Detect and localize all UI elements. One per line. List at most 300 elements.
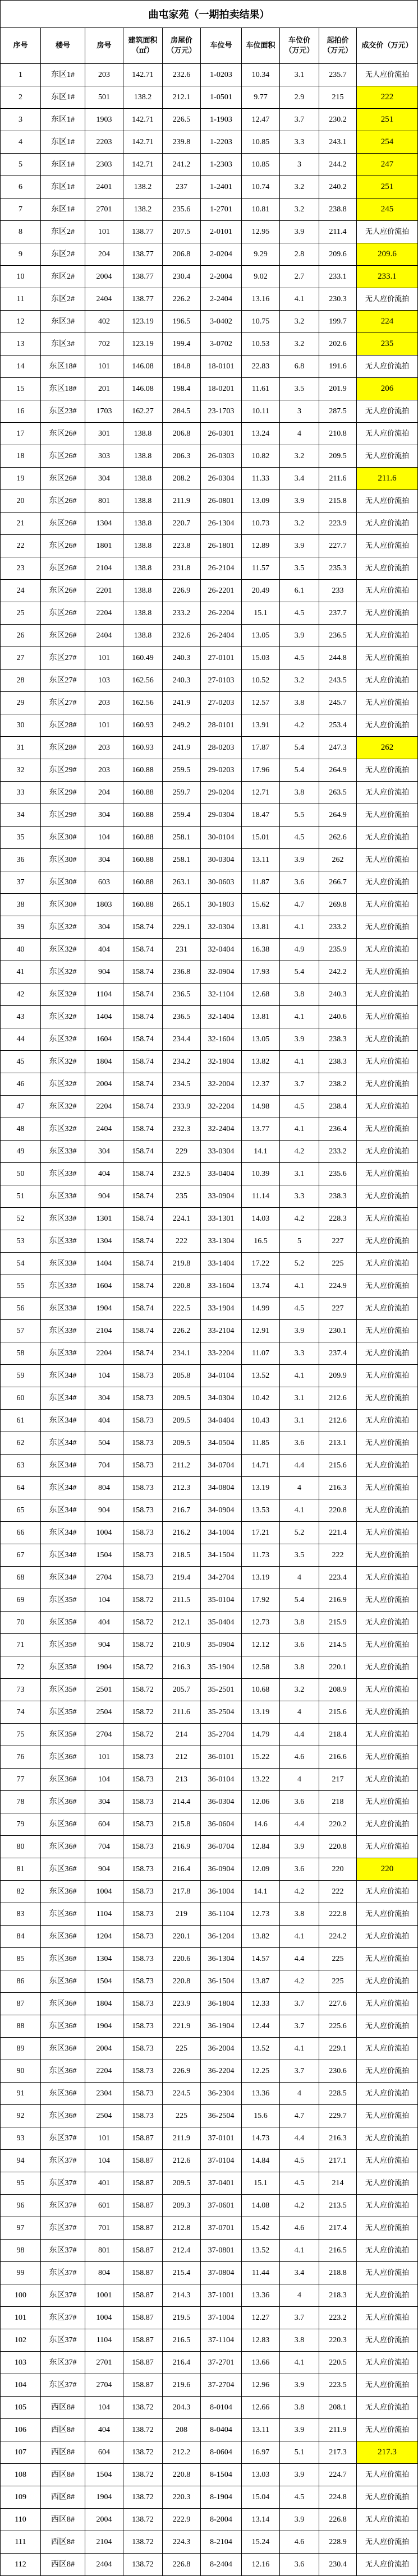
room-cell: 904 (85, 1858, 123, 1881)
house-price-cell: 219.4 (163, 1567, 201, 1589)
parking-price-cell: 4.2 (280, 714, 319, 737)
seq-cell: 51 (0, 1185, 41, 1208)
house-price-cell: 214.3 (163, 2284, 201, 2307)
house-price-cell: 235.6 (163, 198, 201, 221)
table-row (0, 2015, 418, 2038)
parking-no-cell: 28-0203 (201, 737, 242, 759)
room-cell: 104 (85, 1769, 123, 1791)
parking-no-cell: 28-0101 (201, 714, 242, 737)
seq-cell: 108 (0, 2464, 41, 2486)
final-price-cell: 无人应价流拍 (357, 871, 418, 894)
seq-cell: 112 (0, 2554, 41, 2576)
table-row (0, 670, 418, 692)
final-price-cell: 206 (357, 378, 418, 400)
building-cell: 东区36# (41, 2015, 85, 2038)
parking-price-cell: 4 (280, 423, 319, 445)
final-price-cell: 无人应价流拍 (357, 1163, 418, 1185)
house-price-cell: 240.3 (163, 670, 201, 692)
parking-no-cell: 2-2404 (201, 288, 242, 311)
building-cell: 东区18# (41, 356, 85, 378)
final-price-cell: 无人应价流拍 (357, 1656, 418, 1679)
room-cell: 904 (85, 1634, 123, 1656)
floor-area-cell: 138.77 (123, 243, 163, 266)
parking-area-cell: 16.97 (242, 2441, 280, 2464)
parking-price-cell: 3.8 (280, 1656, 319, 1679)
parking-no-cell: 29-0204 (201, 782, 242, 804)
parking-no-cell: 33-0304 (201, 1141, 242, 1163)
table-row (0, 871, 418, 894)
seq-cell: 36 (0, 849, 41, 871)
table-row (0, 2531, 418, 2554)
start-price-cell: 238.4 (319, 1096, 357, 1118)
house-price-cell: 226.9 (163, 2060, 201, 2083)
parking-price-cell: 4.1 (280, 1926, 319, 1948)
house-price-cell: 225 (163, 2105, 201, 2127)
parking-no-cell: 3-0402 (201, 311, 242, 333)
parking-area-cell: 22.83 (242, 356, 280, 378)
parking-no-cell: 33-1404 (201, 1253, 242, 1275)
final-price-cell: 无人应价流拍 (357, 2329, 418, 2352)
final-price-cell: 无人应价流拍 (357, 1970, 418, 1993)
table-row (0, 1881, 418, 1903)
start-price-cell: 287.5 (319, 400, 357, 423)
parking-no-cell: 8-1904 (201, 2486, 242, 2509)
start-price-cell: 223.2 (319, 2307, 357, 2329)
parking-no-cell: 26-0303 (201, 445, 242, 468)
house-price-cell: 212 (163, 1746, 201, 1769)
start-price-cell: 227.6 (319, 1993, 357, 2015)
seq-cell: 49 (0, 1141, 41, 1163)
seq-cell: 72 (0, 1656, 41, 1679)
building-cell: 东区3# (41, 333, 85, 356)
parking-area-cell: 17.92 (242, 1589, 280, 1612)
room-cell: 2304 (85, 2083, 123, 2105)
parking-no-cell: 1-2401 (201, 176, 242, 198)
table-row (0, 1634, 418, 1656)
seq-cell: 25 (0, 602, 41, 625)
seq-cell: 89 (0, 2038, 41, 2060)
table-row (0, 1836, 418, 1858)
parking-area-cell: 10.85 (242, 131, 280, 154)
parking-area-cell: 12.68 (242, 984, 280, 1006)
final-price-cell: 无人应价流拍 (357, 2397, 418, 2419)
building-cell: 东区33# (41, 1275, 85, 1298)
building-cell: 西区8# (41, 2397, 85, 2419)
floor-area-cell: 158.72 (123, 1724, 163, 1746)
house-price-cell: 219.6 (163, 2374, 201, 2397)
house-price-cell: 208 (163, 2419, 201, 2441)
parking-area-cell: 14.71 (242, 1455, 280, 1477)
table-row (0, 1858, 418, 1881)
building-cell: 东区36# (41, 1858, 85, 1881)
floor-area-cell: 158.73 (123, 2083, 163, 2105)
final-price-cell: 无人应价流拍 (357, 939, 418, 961)
parking-price-cell: 6.1 (280, 580, 319, 602)
floor-area-cell: 138.8 (123, 445, 163, 468)
seq-cell: 102 (0, 2329, 41, 2352)
room-cell: 304 (85, 804, 123, 827)
room-cell: 501 (85, 86, 123, 109)
final-price-cell: 无人应价流拍 (357, 1028, 418, 1051)
seq-cell: 24 (0, 580, 41, 602)
house-price-cell: 263.1 (163, 871, 201, 894)
floor-area-cell: 158.74 (123, 1208, 163, 1230)
table-row (0, 2441, 418, 2464)
start-price-cell: 216.5 (319, 2240, 357, 2262)
parking-area-cell: 12.71 (242, 782, 280, 804)
parking-no-cell: 37-2701 (201, 2352, 242, 2374)
building-cell: 东区26# (41, 535, 85, 557)
seq-cell: 56 (0, 1298, 41, 1320)
header-start-price: 起拍价（万元） (319, 28, 357, 64)
room-cell: 104 (85, 827, 123, 849)
start-price-cell: 230.1 (319, 1320, 357, 1342)
room-cell: 104 (85, 2397, 123, 2419)
parking-no-cell: 32-1404 (201, 1006, 242, 1028)
parking-no-cell: 36-0101 (201, 1746, 242, 1769)
floor-area-cell: 158.87 (123, 2172, 163, 2195)
room-cell: 2204 (85, 602, 123, 625)
table-row (0, 1141, 418, 1163)
house-price-cell: 220.8 (163, 1970, 201, 1993)
building-cell: 东区26# (41, 580, 85, 602)
parking-area-cell: 12.09 (242, 1858, 280, 1881)
parking-no-cell: 1-2303 (201, 154, 242, 176)
floor-area-cell: 158.73 (123, 1813, 163, 1836)
house-price-cell: 222.9 (163, 2509, 201, 2531)
floor-area-cell: 158.73 (123, 1410, 163, 1432)
final-price-cell: 无人应价流拍 (357, 1073, 418, 1096)
parking-no-cell: 34-0704 (201, 1455, 242, 1477)
parking-area-cell: 11.61 (242, 378, 280, 400)
seq-cell: 84 (0, 1926, 41, 1948)
room-cell: 2404 (85, 288, 123, 311)
parking-no-cell: 35-1904 (201, 1656, 242, 1679)
parking-area-cell: 12.27 (242, 2307, 280, 2329)
room-cell: 1801 (85, 535, 123, 557)
building-cell: 东区34# (41, 1365, 85, 1387)
seq-cell: 57 (0, 1320, 41, 1342)
room-cell: 203 (85, 64, 123, 86)
building-cell: 东区36# (41, 2060, 85, 2083)
final-price-cell: 无人应价流拍 (357, 1612, 418, 1634)
parking-price-cell: 4.1 (280, 1006, 319, 1028)
building-cell: 东区34# (41, 1567, 85, 1589)
parking-price-cell: 3.2 (280, 176, 319, 198)
parking-price-cell: 5.4 (280, 759, 319, 782)
building-cell: 西区8# (41, 2509, 85, 2531)
parking-area-cell: 11.57 (242, 557, 280, 580)
parking-area-cell: 12.57 (242, 692, 280, 714)
house-price-cell: 230.4 (163, 266, 201, 288)
building-cell: 东区26# (41, 557, 85, 580)
parking-price-cell: 4.2 (280, 2195, 319, 2217)
start-price-cell: 215.6 (319, 1701, 357, 1724)
house-price-cell: 220.7 (163, 513, 201, 535)
parking-price-cell: 3.1 (280, 64, 319, 86)
seq-cell: 95 (0, 2172, 41, 2195)
parking-area-cell: 13.24 (242, 423, 280, 445)
table-body (0, 64, 418, 2576)
room-cell: 1404 (85, 1253, 123, 1275)
table-row (0, 2284, 418, 2307)
parking-price-cell: 4.1 (280, 1499, 319, 1522)
building-cell: 东区37# (41, 2195, 85, 2217)
table-row (0, 2195, 418, 2217)
table-row (0, 2464, 418, 2486)
parking-price-cell: 3.1 (280, 1410, 319, 1432)
parking-price-cell: 3.4 (280, 468, 319, 490)
room-cell: 404 (85, 1612, 123, 1634)
house-price-cell: 212.1 (163, 86, 201, 109)
parking-no-cell: 32-2204 (201, 1096, 242, 1118)
start-price-cell: 218.3 (319, 2284, 357, 2307)
building-cell: 东区36# (41, 1769, 85, 1791)
house-price-cell: 212.2 (163, 2441, 201, 2464)
parking-price-cell: 3.9 (280, 2509, 319, 2531)
house-price-cell: 219.8 (163, 1253, 201, 1275)
table-row (0, 1118, 418, 1141)
start-price-cell: 238.8 (319, 198, 357, 221)
table-row (0, 1051, 418, 1073)
floor-area-cell: 162.27 (123, 400, 163, 423)
table-row (0, 513, 418, 535)
room-cell: 1001 (85, 2284, 123, 2307)
room-cell: 1703 (85, 400, 123, 423)
parking-area-cell: 10.53 (242, 333, 280, 356)
start-price-cell: 238.2 (319, 1073, 357, 1096)
building-cell: 东区34# (41, 1477, 85, 1499)
parking-price-cell: 3.3 (280, 1342, 319, 1365)
table-row (0, 647, 418, 670)
floor-area-cell: 138.8 (123, 423, 163, 445)
room-cell: 304 (85, 1141, 123, 1163)
house-price-cell: 184.8 (163, 356, 201, 378)
parking-area-cell: 9.77 (242, 86, 280, 109)
building-cell: 东区33# (41, 1208, 85, 1230)
start-price-cell: 213.5 (319, 2195, 357, 2217)
start-price-cell: 201.9 (319, 378, 357, 400)
building-cell: 东区37# (41, 2217, 85, 2240)
parking-area-cell: 16.5 (242, 1230, 280, 1253)
room-cell: 304 (85, 849, 123, 871)
building-cell: 东区1# (41, 109, 85, 131)
house-price-cell: 211.2 (163, 1455, 201, 1477)
floor-area-cell: 158.72 (123, 1701, 163, 1724)
table-row (0, 243, 418, 266)
parking-price-cell: 4.6 (280, 2217, 319, 2240)
parking-area-cell: 15.04 (242, 2486, 280, 2509)
start-price-cell: 266.7 (319, 871, 357, 894)
room-cell: 2404 (85, 2554, 123, 2576)
parking-price-cell: 3.2 (280, 670, 319, 692)
parking-price-cell: 4.1 (280, 2352, 319, 2374)
room-cell: 1104 (85, 1903, 123, 1926)
seq-cell: 5 (0, 154, 41, 176)
building-cell: 东区33# (41, 1230, 85, 1253)
seq-cell: 85 (0, 1948, 41, 1970)
parking-no-cell: 34-0404 (201, 1410, 242, 1432)
building-cell: 东区34# (41, 1455, 85, 1477)
room-cell: 2204 (85, 1342, 123, 1365)
final-price-cell: 无人应价流拍 (357, 1589, 418, 1612)
start-price-cell: 243.1 (319, 131, 357, 154)
floor-area-cell: 158.73 (123, 1970, 163, 1993)
seq-cell: 4 (0, 131, 41, 154)
table-row (0, 1163, 418, 1185)
parking-price-cell: 5.5 (280, 804, 319, 827)
house-price-cell: 209.5 (163, 1387, 201, 1410)
parking-area-cell: 14.03 (242, 1208, 280, 1230)
seq-cell: 9 (0, 243, 41, 266)
parking-no-cell: 30-1803 (201, 894, 242, 916)
house-price-cell: 226.9 (163, 580, 201, 602)
parking-no-cell: 35-0404 (201, 1612, 242, 1634)
parking-price-cell: 3.8 (280, 782, 319, 804)
house-price-cell: 220.8 (163, 2464, 201, 2486)
seq-cell: 93 (0, 2127, 41, 2150)
header-building: 楼号 (41, 28, 85, 64)
final-price-cell: 235 (357, 333, 418, 356)
start-price-cell: 238.3 (319, 1185, 357, 1208)
final-price-cell: 无人应价流拍 (357, 1051, 418, 1073)
start-price-cell: 220 (319, 1858, 357, 1881)
seq-cell: 79 (0, 1813, 41, 1836)
seq-cell: 69 (0, 1589, 41, 1612)
table-row (0, 535, 418, 557)
room-cell: 1304 (85, 1948, 123, 1970)
parking-area-cell: 13.77 (242, 1118, 280, 1141)
floor-area-cell: 158.73 (123, 1903, 163, 1926)
house-price-cell: 234.2 (163, 1051, 201, 1073)
room-cell: 303 (85, 445, 123, 468)
parking-no-cell: 36-1004 (201, 1881, 242, 1903)
parking-no-cell: 26-1304 (201, 513, 242, 535)
table-row (0, 1970, 418, 1993)
parking-price-cell: 5 (280, 1230, 319, 1253)
start-price-cell: 230.3 (319, 288, 357, 311)
house-price-cell: 234.4 (163, 1028, 201, 1051)
building-cell: 东区2# (41, 266, 85, 288)
parking-area-cell: 14.1 (242, 1141, 280, 1163)
floor-area-cell: 146.08 (123, 356, 163, 378)
house-price-cell: 206.3 (163, 445, 201, 468)
building-cell: 东区3# (41, 311, 85, 333)
floor-area-cell: 158.87 (123, 2307, 163, 2329)
room-cell: 2004 (85, 266, 123, 288)
floor-area-cell: 158.74 (123, 1051, 163, 1073)
house-price-cell: 223.9 (163, 1993, 201, 2015)
floor-area-cell: 158.74 (123, 1185, 163, 1208)
table-row (0, 400, 418, 423)
parking-area-cell: 15.01 (242, 827, 280, 849)
house-price-cell: 198.4 (163, 378, 201, 400)
start-price-cell: 264.9 (319, 804, 357, 827)
floor-area-cell: 158.73 (123, 1477, 163, 1499)
start-price-cell: 222 (319, 1544, 357, 1567)
parking-no-cell: 37-0804 (201, 2262, 242, 2284)
final-price-cell: 无人应价流拍 (357, 1185, 418, 1208)
room-cell: 804 (85, 2262, 123, 2284)
parking-area-cell: 13.14 (242, 2509, 280, 2531)
final-price-cell: 无人应价流拍 (357, 490, 418, 513)
house-price-cell: 231.8 (163, 557, 201, 580)
parking-price-cell: 4.1 (280, 916, 319, 939)
parking-no-cell: 18-0101 (201, 356, 242, 378)
parking-area-cell: 13.66 (242, 2352, 280, 2374)
floor-area-cell: 158.73 (123, 1567, 163, 1589)
parking-price-cell: 3.5 (280, 378, 319, 400)
table-row (0, 782, 418, 804)
parking-price-cell: 3.1 (280, 1387, 319, 1410)
table-row (0, 1813, 418, 1836)
parking-price-cell: 4.5 (280, 2486, 319, 2509)
floor-area-cell: 158.74 (123, 939, 163, 961)
floor-area-cell: 158.73 (123, 1791, 163, 1813)
start-price-cell: 222 (319, 1881, 357, 1903)
final-price-cell: 无人应价流拍 (357, 1365, 418, 1387)
final-price-cell: 无人应价流拍 (357, 1298, 418, 1320)
seq-cell: 76 (0, 1746, 41, 1769)
building-cell: 东区32# (41, 939, 85, 961)
house-price-cell: 258.1 (163, 827, 201, 849)
parking-no-cell: 34-2704 (201, 1567, 242, 1589)
parking-area-cell: 9.29 (242, 243, 280, 266)
final-price-cell: 无人应价流拍 (357, 288, 418, 311)
table-row (0, 468, 418, 490)
house-price-cell: 196.5 (163, 311, 201, 333)
parking-price-cell: 3.9 (280, 2464, 319, 2486)
seq-cell: 35 (0, 827, 41, 849)
final-price-cell: 无人应价流拍 (357, 2554, 418, 2576)
floor-area-cell: 158.73 (123, 1455, 163, 1477)
final-price-cell: 无人应价流拍 (357, 804, 418, 827)
parking-no-cell: 36-2304 (201, 2083, 242, 2105)
room-cell: 2401 (85, 176, 123, 198)
parking-area-cell: 13.05 (242, 625, 280, 647)
final-price-cell: 无人应价流拍 (357, 1836, 418, 1858)
parking-price-cell: 3 (280, 154, 319, 176)
floor-area-cell: 138.72 (123, 2486, 163, 2509)
room-cell: 101 (85, 221, 123, 243)
parking-area-cell: 14.57 (242, 1948, 280, 1970)
seq-cell: 64 (0, 1477, 41, 1499)
final-price-cell: 262 (357, 737, 418, 759)
parking-price-cell: 3.8 (280, 1903, 319, 1926)
house-price-cell: 204.3 (163, 2397, 201, 2419)
seq-cell: 39 (0, 916, 41, 939)
start-price-cell: 224.7 (319, 2464, 357, 2486)
floor-area-cell: 158.72 (123, 1679, 163, 1701)
building-cell: 东区1# (41, 176, 85, 198)
floor-area-cell: 158.72 (123, 1656, 163, 1679)
table-row (0, 1499, 418, 1522)
table-row (0, 2083, 418, 2105)
table-row (0, 154, 418, 176)
floor-area-cell: 158.73 (123, 2060, 163, 2083)
parking-price-cell: 2.8 (280, 243, 319, 266)
parking-no-cell: 37-0701 (201, 2217, 242, 2240)
start-price-cell: 220.5 (319, 2352, 357, 2374)
parking-price-cell: 5.4 (280, 1589, 319, 1612)
final-price-cell: 无人应价流拍 (357, 2262, 418, 2284)
floor-area-cell: 158.73 (123, 2015, 163, 2038)
parking-no-cell: 8-2404 (201, 2554, 242, 2576)
parking-area-cell: 17.22 (242, 1253, 280, 1275)
seq-cell: 80 (0, 1836, 41, 1858)
parking-price-cell: 3.7 (280, 109, 319, 131)
room-cell: 2404 (85, 625, 123, 647)
